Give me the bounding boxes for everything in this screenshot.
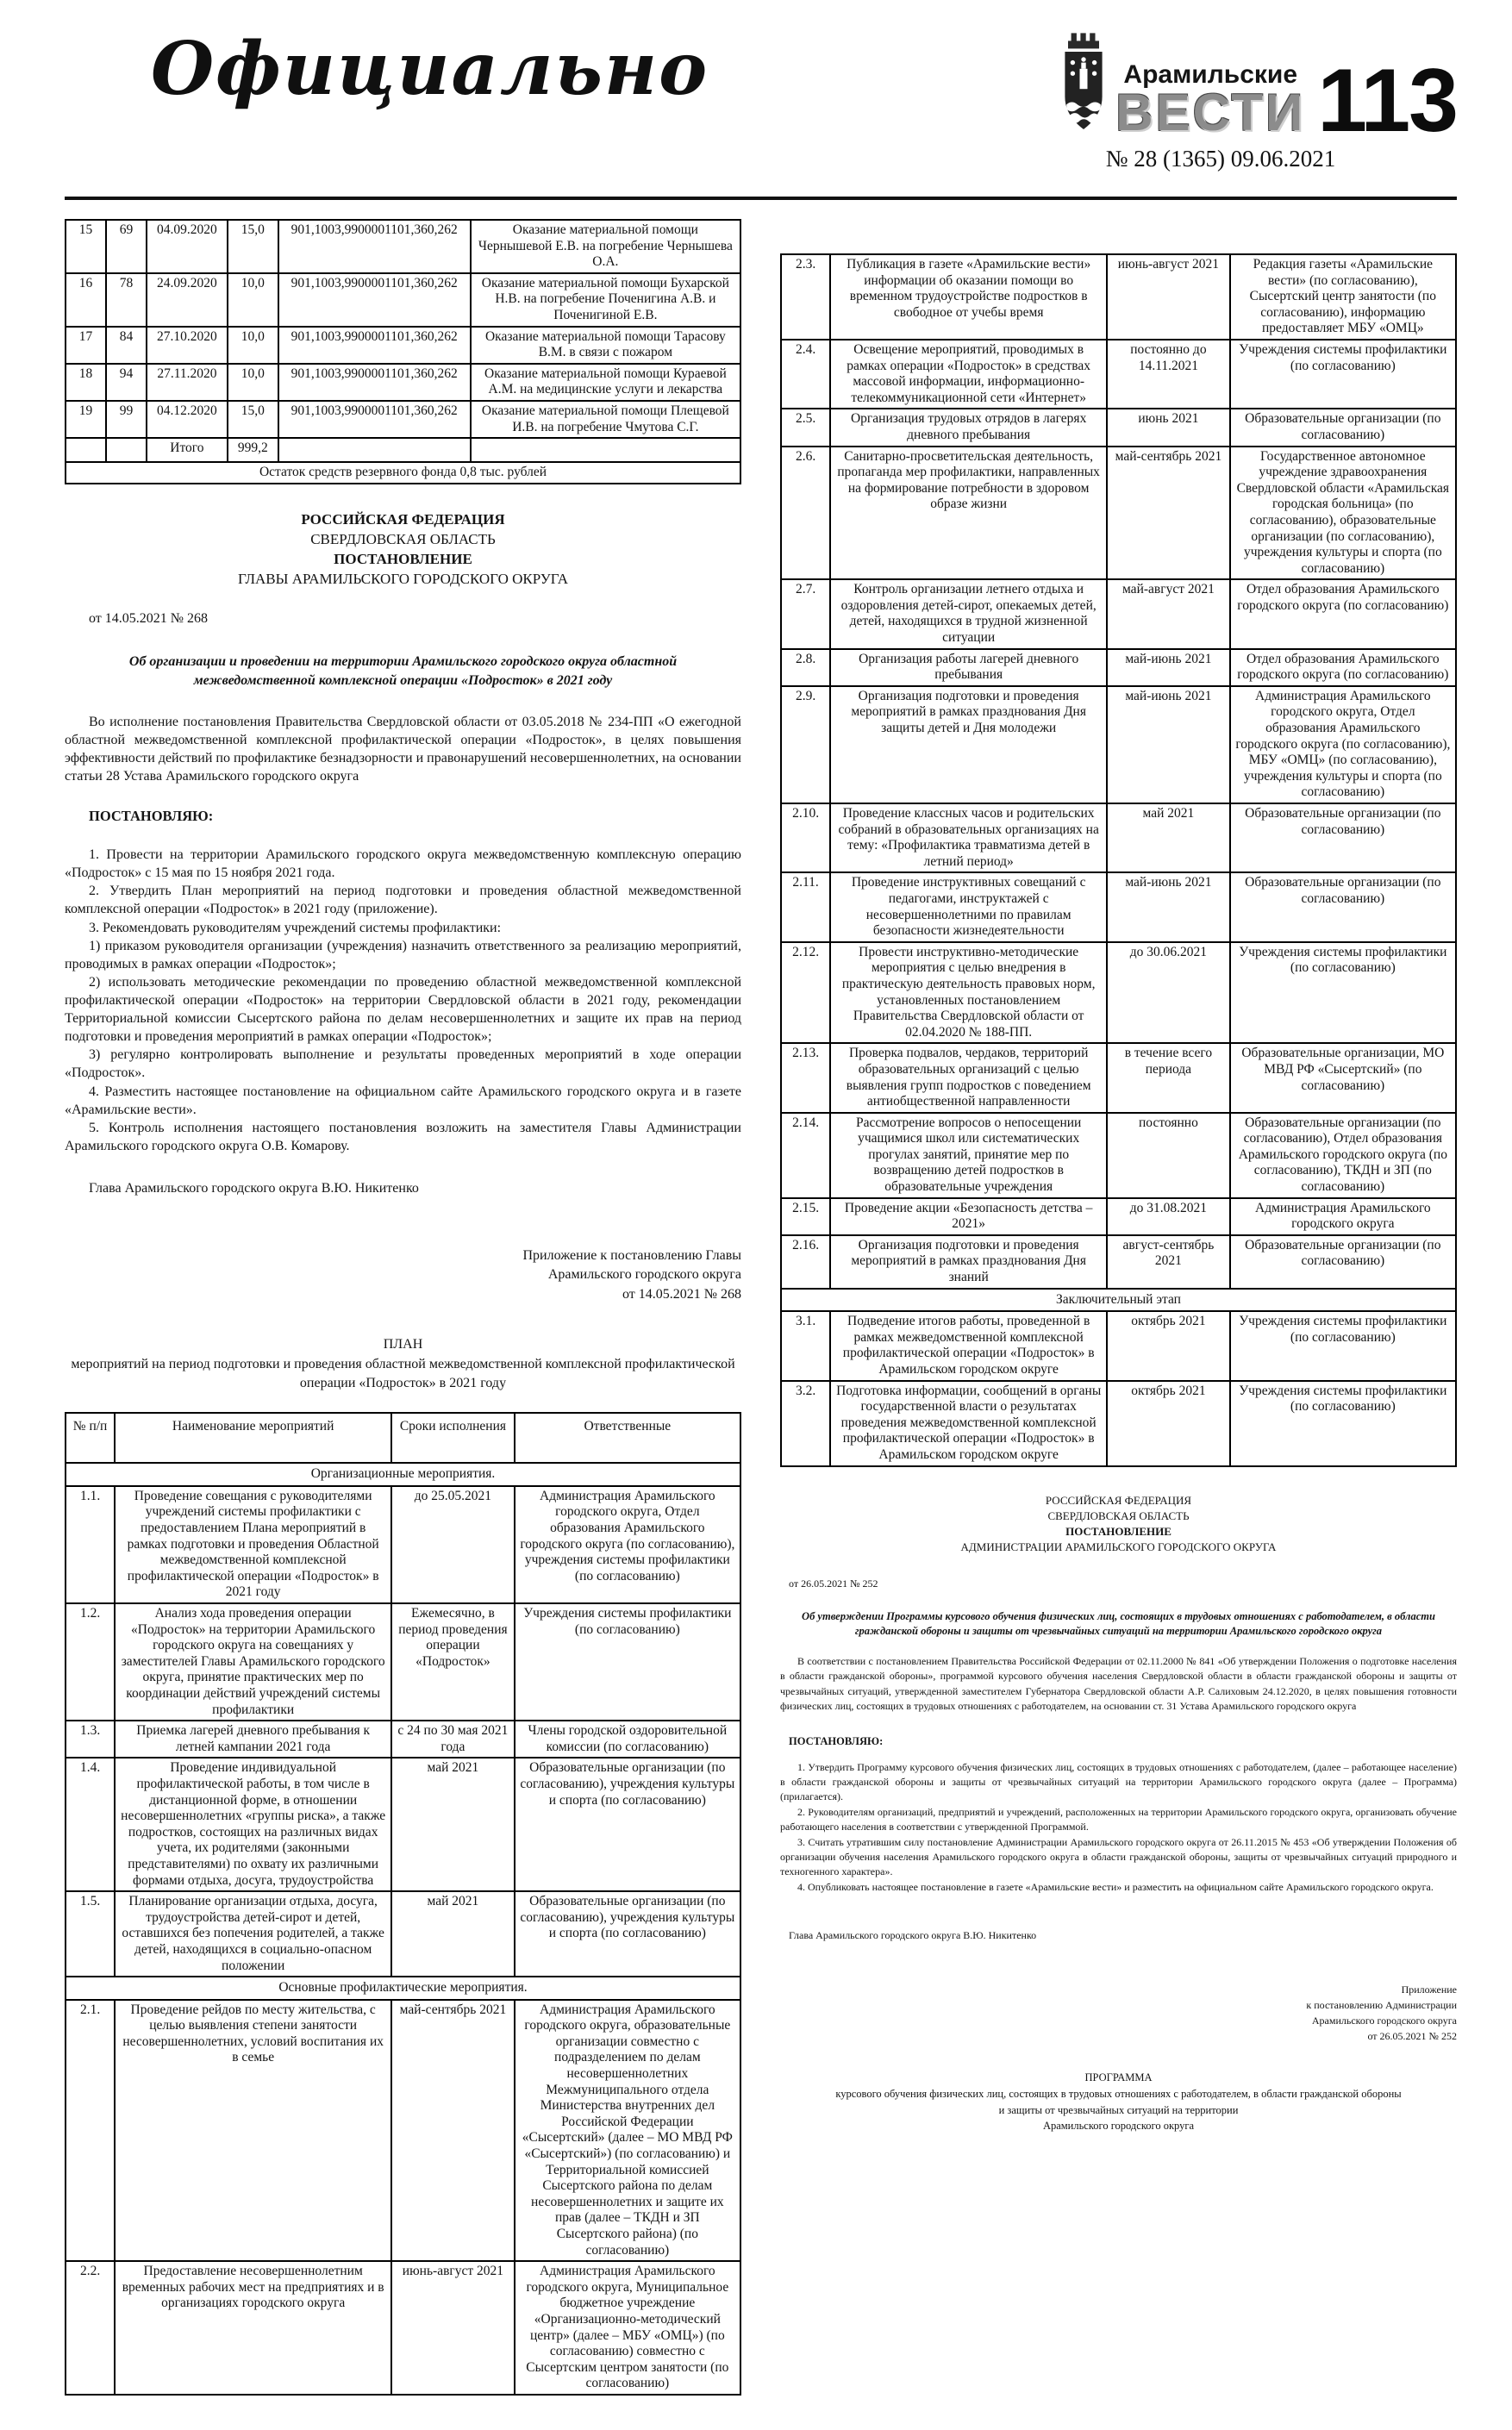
text-line: Арамильского городского округа (1311, 2015, 1457, 2027)
table-cell: Государственное автономное учреждение здравоохранения Свердловской области «Арамильская городская больница» (по согласованию), образовательные организации (по согласованию), учреждения культуры и спорта (по согласованию) (1230, 447, 1456, 580)
table-cell: 04.09.2020 (147, 220, 228, 273)
table-cell: Проведение совещания с руководителями учреждений системы профилактики с предоставлением Плана мероприятий в рамках подготовки и проведения Областной межведомственной комплексной профилактической операции «Подросток» в 2021 году (115, 1486, 391, 1603)
section-row (66, 1977, 740, 2000)
table-cell: 17 (66, 327, 106, 364)
table-cell: до 31.08.2021 (1107, 1198, 1230, 1235)
table-cell: Администрация Арамильского городского округа, Муниципальное бюджетное учреждение «Организационно-методический центр» (далее – МБУ «ОМЦ») (по согласованию) совместно с Сысертским центром занятости (по согласованию) (515, 2261, 740, 2395)
document-heading (780, 1493, 1457, 1556)
table-cell: Оказание материальной помощи Бухарской Н.В. на погребение Поченигина А.В. и Поченигиной Е.В. (471, 273, 740, 327)
plan-table-left (65, 1412, 741, 2396)
table-cell: Контроль организации летнего отдыха и оздоровления детей-сирот, опекаемых детей, детей, находящихся в трудной жизненной ситуации (830, 579, 1107, 648)
resolution-item: 3. Считать утратившим силу постановление Администрации Арамильского городского округа от 26.11.2015 № 453 «Об утверждении Положения об организации обучения населения Арамильского городского округа в области гражданской обороны, защиты от чрезвычайных ситуаций природного и техногенного характера». (780, 1835, 1457, 1878)
table-cell: май-август 2021 (1107, 579, 1230, 648)
plan-row (781, 872, 1456, 941)
table-cell: 15,0 (228, 220, 278, 273)
table-cell: 2.3. (781, 254, 830, 340)
table-cell: июнь 2021 (1107, 409, 1230, 446)
table-cell: Образовательные организации (по согласованию), Отдел образования Арамильского городского округа (по согласованию), ТКДН и ЗП (по согласованию) (1230, 1113, 1456, 1198)
table-cell: 69 (106, 220, 147, 273)
text-line: к постановлению Администрации (1306, 1999, 1457, 2012)
table-cell: 3.1. (781, 1311, 830, 1380)
table-cell: 04.12.2020 (147, 401, 228, 438)
masthead (65, 0, 1457, 200)
table-cell: в течение всего периода (1107, 1043, 1230, 1112)
table-cell (66, 438, 106, 462)
table-cell: Подготовка информации, сообщений в органы государственной власти о результатах проведения межведомственной комплексной профилактической операции «Подросток» в Арамильском городском округе (830, 1381, 1107, 1466)
table-cell: Подведение итогов работы, проведенной в рамках межведомственной комплексной профилактической операции «Подросток» в Арамильском городском округе (830, 1311, 1107, 1380)
table-row (66, 327, 740, 364)
table-cell: 2.16. (781, 1235, 830, 1289)
table-cell: 2.11. (781, 872, 830, 941)
table-cell: Проведение инструктивных совещаний с педагогами, инструктажей с несовершеннолетними по правилам безопасности жизнедеятельности (830, 872, 1107, 941)
table-cell: Отдел образования Арамильского городского округа (по согласованию) (1230, 649, 1456, 686)
table-cell: 901,1003,9900001101,360,262 (278, 364, 471, 401)
resolution-item: 3. Рекомендовать руководителям учреждений системы профилактики: (89, 920, 502, 935)
resolution-item: 3) регулярно контролировать выполнение и результаты проведенных мероприятий в ходе операции «Подросток». (65, 1047, 741, 1081)
column-header: Ответственные (515, 1413, 740, 1463)
heading-line: РОССИЙСКАЯ ФЕДЕРАЦИЯ (1045, 1493, 1192, 1507)
column-header: № п/п (66, 1413, 115, 1463)
section-row (66, 1463, 740, 1486)
plan-row (781, 803, 1456, 872)
table-cell: 901,1003,9900001101,360,262 (278, 273, 471, 327)
table-cell: постоянно (1107, 1113, 1230, 1198)
table-row (66, 220, 740, 273)
signature-line: Глава Арамильского городского округа В.Ю. Никитенко (89, 1180, 419, 1196)
table-cell: май-июнь 2021 (1107, 649, 1230, 686)
table-cell: Приемка лагерей дневного пребывания к летней кампании 2021 года (115, 1721, 391, 1758)
signature-line: Глава Арамильского городского округа В.Ю. Никитенко (789, 1929, 1037, 1942)
table-cell: май-июнь 2021 (1107, 686, 1230, 803)
table-cell: Планирование организации отдыха, досуга, трудоустройства детей-сирот и детей, оставшихся без попечения родителей, а также детей, находящихся в социально-опасном положении (115, 1891, 391, 1977)
table-cell: постоянно до 14.11.2021 (1107, 340, 1230, 409)
preamble-paragraph: В соответствии с постановлением Правительства Российской Федерации от 02.11.2000 № 841 «Об утверждении Положения о подготовке населения в области гражданской обороны», программой курсового обучения населения Свердловской области в области гражданской обороны и защиты от чрезвычайных ситуаций, утвержденной заместителем Губернатора Свердловской области А.Р. Салиховым 24.12.2020, в целях повышения готовности физических лиц, состоящих в трудовых отношениях с работодателем, на основании ст. 31 Устава Арамильского городского округа (780, 1655, 1457, 1713)
table-cell: 2.4. (781, 340, 830, 409)
text-line: Арамильского городского округа (1042, 2120, 1195, 2133)
table-cell (278, 438, 471, 462)
preamble-paragraph: Во исполнение постановления Правительства Свердловской области от 03.05.2018 № 234-ПП «О ежегодной областной межведомственной комплексной профилактической операции «Подросток», в целях повышения эффективности действий по профилактике безнадзорности и правонарушений несовершеннолетних, на основании статьи 28 Устава Арамильского городского округа (65, 714, 741, 784)
table-row (66, 273, 740, 327)
text-line: Приложение (1401, 1983, 1457, 1996)
table-cell: Организация работы лагерей дневного пребывания (830, 649, 1107, 686)
table-cell: Предоставление несовершеннолетним временных рабочих мест на предприятиях и в организациях городского округа (115, 2261, 391, 2395)
document-heading (65, 510, 741, 590)
table-cell: 84 (106, 327, 147, 364)
table-cell: 2.5. (781, 409, 830, 446)
table-cell: Образовательные организации (по согласованию) (1230, 409, 1456, 446)
table-cell: 1.1. (66, 1486, 115, 1603)
plan-row (66, 1758, 740, 1891)
table-cell: май 2021 (1107, 803, 1230, 872)
table-cell: до 30.06.2021 (1107, 942, 1230, 1044)
plan-row (781, 1043, 1456, 1112)
table-cell: Проведение рейдов по месту жительства, с целью выявления степени занятости несовершеннолетних, условий воспитания их в семье (115, 2000, 391, 2262)
table-cell: Рассмотрение вопросов о непосещении учащимися школ или систематических прогулах занятий, принятие мер по возвращению детей подростков в образовательные учреждения (830, 1113, 1107, 1198)
table-cell: Оказание материальной помощи Тарасову В.М. в связи с пожаром (471, 327, 740, 364)
plan-row (781, 1311, 1456, 1380)
plan-table-right (780, 253, 1457, 1467)
table-cell: 901,1003,9900001101,360,262 (278, 327, 471, 364)
resolution-item: 1. Провести на территории Арамильского городского округа межведомственную комплексную операцию «Подросток» с 15 мая по 15 ноября 2021 года. (65, 847, 741, 881)
table-cell: 2.1. (66, 2000, 115, 2262)
table-cell: 2.2. (66, 2261, 115, 2395)
table-cell: 3.2. (781, 1381, 830, 1466)
table-cell: 2.12. (781, 942, 830, 1044)
heading-line: ПОСТАНОВЛЕНИЕ (1065, 1524, 1171, 1538)
table-cell: 27.11.2020 (147, 364, 228, 401)
table-cell: октябрь 2021 (1107, 1381, 1230, 1466)
payments-footer-note: Остаток средств резервного фонда 0,8 тыс. рублей (66, 462, 740, 484)
table-cell: май-сентябрь 2021 (391, 2000, 515, 2262)
resolution-item: 2) использовать методические рекомендации по проведению областной межведомственной комплексной профилактической операции «Подросток» на территории Свердловской области в 2021 году, рекомендации Территориальной комиссии Сысертского района по делам несовершеннолетних и защите их прав на период подготовки и проведения мероприятий в рамках операции «Подросток»; (65, 974, 741, 1045)
table-cell: 1.2. (66, 1603, 115, 1721)
table-cell: Администрация Арамильского городского округа (1230, 1198, 1456, 1235)
plan-row (781, 686, 1456, 803)
table-cell: с 24 по 30 мая 2021 года (391, 1721, 515, 1758)
plan-title-word: ПЛАН (383, 1337, 423, 1352)
table-cell: Анализ хода проведения операции «Подросток» на территории Арамильского городского округа на совещаниях у заместителей Главы Арамильского городского округа, принятие практических мер по координации действий учреждений системы профилактики (115, 1603, 391, 1721)
table-cell: 10,0 (228, 273, 278, 327)
document-date: от 14.05.2021 № 268 (89, 611, 209, 627)
payments-footer-row (66, 462, 740, 484)
table-cell: Образовательные организации (по согласованию) (1230, 1235, 1456, 1289)
plan-header-row (66, 1413, 740, 1463)
table-cell: 2.9. (781, 686, 830, 803)
table-cell: Образовательные организации (по согласованию) (1230, 872, 1456, 941)
brand-name-bottom: ВЕСТИ (1115, 84, 1306, 141)
table-cell: Образовательные организации (по согласованию) (1230, 803, 1456, 872)
section-title: Заключительный этап (781, 1289, 1456, 1312)
section-title: Организационные мероприятия. (66, 1463, 740, 1486)
table-cell: 16 (66, 273, 106, 327)
heading-line: АДМИНИСТРАЦИИ АРАМИЛЬСКОГО ГОРОДСКОГО ОКРУГА (960, 1540, 1277, 1554)
section-row (781, 1289, 1456, 1312)
text-line: от 26.05.2021 № 252 (1367, 2030, 1457, 2043)
heading-line: СВЕРДЛОВСКАЯ ОБЛАСТЬ (310, 530, 496, 547)
table-cell: Оказание материальной помощи Чернышевой Е.В. на погребение Чернышева О.А. (471, 220, 740, 273)
table-cell: 10,0 (228, 364, 278, 401)
resolve-label: ПОСТАНОВЛЯЮ: (789, 1734, 884, 1747)
page-number: 113 (1317, 50, 1457, 151)
table-cell: Учреждения системы профилактики (по согласованию) (1230, 340, 1456, 409)
table-cell: Образовательные организации (по согласованию), учреждения культуры и спорта (по согласованию) (515, 1891, 740, 1977)
table-cell: май 2021 (391, 1758, 515, 1891)
plan-row (781, 1235, 1456, 1289)
table-row (66, 364, 740, 401)
table-cell: Учреждения системы профилактики (по согласованию) (1230, 1311, 1456, 1380)
plan-title-text: мероприятий на период подготовки и проведения областной межведомственной комплексной профилактической операции «Подросток» в 2021 году (71, 1356, 735, 1390)
text-line: Арамильского городского округа (547, 1267, 741, 1283)
plan-row (66, 1486, 740, 1603)
column-header: Наименование мероприятий (115, 1413, 391, 1463)
plan-row (781, 447, 1456, 580)
table-cell: Администрация Арамильского городского округа, Отдел образования Арамильского городского округа (по согласованию), МБУ «ОМЦ» (по согласованию), учреждения культуры и спорта (по согласованию) (1230, 686, 1456, 803)
resolution-item: 1. Утвердить Программу курсового обучения физических лиц, состоящих в трудовых отношениях с работодателем, (далее – работающее население) в области гражданской обороны и защиты от чрезвычайных ситуаций на территории Арамильского городского округа (далее – Программа) (прилагается). (780, 1760, 1457, 1803)
section-title: Основные профилактические мероприятия. (66, 1977, 740, 2000)
table-cell: 901,1003,9900001101,360,262 (278, 220, 471, 273)
payments-total-value: 999,2 (228, 438, 278, 462)
table-cell: 18 (66, 364, 106, 401)
table-cell: 1.3. (66, 1721, 115, 1758)
plan-row (66, 1721, 740, 1758)
heading-line: РОССИЙСКАЯ ФЕДЕРАЦИЯ (301, 510, 505, 528)
table-cell: Администрация Арамильского городского округа, Отдел образования Арамильского городского округа (по согласованию), учреждения системы профилактики (по согласованию) (515, 1486, 740, 1603)
annex-reference (780, 1982, 1457, 2044)
plan-row (781, 649, 1456, 686)
table-cell: Оказание материальной помощи Плещевой И.В. на погребение Чмутова С.Г. (471, 401, 740, 438)
table-cell: Проведение классных часов и родительских собраний в образовательных организациях на тему: «Профилактика травматизма детей в летний период» (830, 803, 1107, 872)
table-cell: май-сентябрь 2021 (1107, 447, 1230, 580)
table-cell: Образовательные организации (по согласованию), учреждения культуры и спорта (по согласованию) (515, 1758, 740, 1891)
table-cell: 2.14. (781, 1113, 830, 1198)
table-cell: Образовательные организации, МО МВД РФ «Сысертский» (по согласованию) (1230, 1043, 1456, 1112)
newspaper-brand (1086, 33, 1457, 172)
plan-row (781, 1198, 1456, 1235)
table-row (66, 401, 740, 438)
document-subject: Об утверждении Программы курсового обучения физических лиц, состоящих в трудовых отношениях с работодателем, в области гражданской обороны и защиты от чрезвычайных ситуаций на территории Арамильского городского округа (802, 1610, 1435, 1638)
resolution-item: 2. Утвердить План мероприятий на период подготовки и проведения областной межведомственной комплексной операции «Подросток» в 2021 году (приложение). (65, 884, 741, 917)
payments-total-row (66, 438, 740, 462)
issue-line: № 28 (1365) 09.06.2021 (1105, 146, 1336, 172)
table-cell: Проведение индивидуальной профилактической работы, в том числе в дистанционной форме, в отношении несовершеннолетних «группы риска», а также подростков, состоящих на различных видах учета, их родителями (законными представителями) по охвату их различными формами отдыха, досуга, трудоустройства (115, 1758, 391, 1891)
plan-row (781, 1381, 1456, 1466)
plan-row (781, 409, 1456, 446)
document-subject: Об организации и проведении на территории Арамильского городского округа областной межведомственной комплексной операции «Подросток» в 2021 году (128, 654, 678, 689)
table-cell: Учреждения системы профилактики (по согласованию) (1230, 942, 1456, 1044)
left-column (65, 219, 741, 2396)
table-cell: Члены городской оздоровительной комиссии (по согласованию) (515, 1721, 740, 1758)
table-cell: 10,0 (228, 327, 278, 364)
plan-row (781, 942, 1456, 1044)
table-cell: октябрь 2021 (1107, 1311, 1230, 1380)
table-cell: 15,0 (228, 401, 278, 438)
table-cell: 2.13. (781, 1043, 830, 1112)
table-cell: Проведение акции «Безопасность детства – 2021» (830, 1198, 1107, 1235)
program-title (780, 2070, 1457, 2134)
plan-row (781, 1113, 1456, 1198)
table-cell: 19 (66, 401, 106, 438)
column-header: Сроки исполнения (391, 1413, 515, 1463)
resolution-2 (780, 1493, 1457, 2135)
table-cell (471, 438, 740, 462)
resolution-item: 5. Контроль исполнения настоящего постановления возложить на заместителя Главы Администрации Арамильского городского округа О.В. Комарову. (65, 1120, 741, 1153)
plan-row (66, 2000, 740, 2262)
table-cell: 99 (106, 401, 147, 438)
table-cell: Публикация в газете «Арамильские вести» информации об оказании помощи во временном трудоустройстве подростков в свободное от учебы время (830, 254, 1107, 340)
section-title: Официально (151, 26, 709, 111)
table-cell: Освещение мероприятий, проводимых в рамках операции «Подросток» в средствах массовой информации, информационно-телекоммуникационной сети «Интернет» (830, 340, 1107, 409)
table-cell: 1.4. (66, 1758, 115, 1891)
table-cell: июнь-август 2021 (1107, 254, 1230, 340)
table-cell: Ежемесячно, в период проведения операции «Подросток» (391, 1603, 515, 1721)
plan-row (781, 579, 1456, 648)
table-cell: 2.8. (781, 649, 830, 686)
table-cell: Проверка подвалов, чердаков, территорий образовательных организаций с целью выявления групп подростков с поведением антиобщественной направленности (830, 1043, 1107, 1112)
right-column (780, 219, 1457, 2396)
plan-row (781, 340, 1456, 409)
table-cell: Организация подготовки и проведения мероприятий в рамках празднования Дня защиты детей и Дня молодежи (830, 686, 1107, 803)
table-cell: Организация трудовых отрядов в лагерях дневного пребывания (830, 409, 1107, 446)
text-line: курсового обучения физических лиц, состоящих в трудовых отношениях с работодателем, в области гражданской обороны (835, 2087, 1402, 2100)
plan-row (66, 2261, 740, 2395)
table-cell: 2.6. (781, 447, 830, 580)
plan-row (781, 254, 1456, 340)
table-cell: 27.10.2020 (147, 327, 228, 364)
table-cell: май-июнь 2021 (1107, 872, 1230, 941)
table-cell: 2.15. (781, 1198, 830, 1235)
annex-reference (65, 1246, 741, 1304)
table-cell: Редакция газеты «Арамильские вести» (по согласованию), Сысертский центр занятости (по согласованию), информацию предоставляет МБУ «ОМЦ» (1230, 254, 1456, 340)
table-cell: Учреждения системы профилактики (по согласованию) (515, 1603, 740, 1721)
table-cell: 94 (106, 364, 147, 401)
table-cell: Организация подготовки и проведения мероприятий в рамках празднования Дня знаний (830, 1235, 1107, 1289)
table-cell: 901,1003,9900001101,360,262 (278, 401, 471, 438)
text-line: Приложение к постановлению Главы (522, 1247, 741, 1263)
resolution-item: 4. Опубликовать настоящее постановление в газете «Арамильские вести» и разместить на официальном сайте Арамильского городского округа. (797, 1880, 1434, 1893)
city-crest-icon (1060, 33, 1107, 137)
page-columns (65, 200, 1457, 2396)
brand-name-top: Арамильские (1123, 60, 1298, 89)
heading-line: ПОСТАНОВЛЕНИЕ (334, 550, 472, 567)
table-cell: 78 (106, 273, 147, 327)
resolution-items (780, 1760, 1457, 1896)
text-line: и защиты от чрезвычайных ситуаций на территории (998, 2103, 1239, 2116)
table-cell: Администрация Арамильского городского округа, образовательные организации совместно с подразделением по делам несовершеннолетних Межмуниципального отдела Министерства внутренних дел Российской Федерации «Сысертский» (далее – МО МВД РФ «Сысертский») (по согласованию) и Территориальной комиссией Сысертского района по делам несовершеннолетних и защите их прав (далее – ТКДН и ЗП Сысертского района) (по согласованию) (515, 2000, 740, 2262)
text-line: ПРОГРАММА (1084, 2071, 1153, 2084)
table-cell: Санитарно-просветительская деятельность, пропаганда мер профилактики, направленных на формирование потребности в здоровом образе жизни (830, 447, 1107, 580)
heading-line: ГЛАВЫ АРАМИЛЬСКОГО ГОРОДСКОГО ОКРУГА (237, 570, 569, 587)
table-cell: 15 (66, 220, 106, 273)
resolution-item: 4. Разместить настоящее постановление на официальном сайте Арамильского городского округа и в газете «Арамильские вести». (65, 1084, 741, 1117)
table-cell: Провести инструктивно-методические мероприятия с целью внедрения в практическую деятельность правовых норм, установленных постановлением Правительства Свердловской области от 02.04.2020 № 188-ПП. (830, 942, 1107, 1044)
plan-title (65, 1335, 741, 1393)
table-cell (106, 438, 147, 462)
table-cell: август-сентябрь 2021 (1107, 1235, 1230, 1289)
resolution-item: 1) приказом руководителя организации (учреждения) назначить ответственного за реализацию мероприятий, проводимых в рамках операции «Подросток»; (65, 938, 741, 971)
table-cell: Отдел образования Арамильского городского округа (по согласованию) (1230, 579, 1456, 648)
table-cell: 2.7. (781, 579, 830, 648)
plan-row (66, 1603, 740, 1721)
resolution-1 (65, 510, 741, 1394)
table-cell: 2.10. (781, 803, 830, 872)
document-date: от 26.05.2021 № 252 (789, 1577, 878, 1590)
table-cell: 1.5. (66, 1891, 115, 1977)
table-cell: июнь-август 2021 (391, 2261, 515, 2395)
plan-row (66, 1891, 740, 1977)
table-cell: до 25.05.2021 (391, 1486, 515, 1603)
payments-table (65, 219, 741, 484)
heading-line: СВЕРДЛОВСКАЯ ОБЛАСТЬ (1047, 1509, 1190, 1522)
payments-total-label: Итого (147, 438, 228, 462)
table-cell: Учреждения системы профилактики (по согласованию) (1230, 1381, 1456, 1466)
resolve-label: ПОСТАНОВЛЯЮ: (89, 808, 214, 825)
resolution-item: 2. Руководителям организаций, предприятий и учреждений, расположенных на территории Арамильского городского округа, организовать обучение работающего населения в соответствии с утвержденной Программой. (780, 1805, 1457, 1833)
resolution-items (65, 846, 741, 1155)
table-cell: Оказание материальной помощи Кураевой А.М. на медицинские услуги и лекарства (471, 364, 740, 401)
table-cell: 24.09.2020 (147, 273, 228, 327)
text-line: от 14.05.2021 № 268 (622, 1286, 741, 1302)
table-cell: май 2021 (391, 1891, 515, 1977)
